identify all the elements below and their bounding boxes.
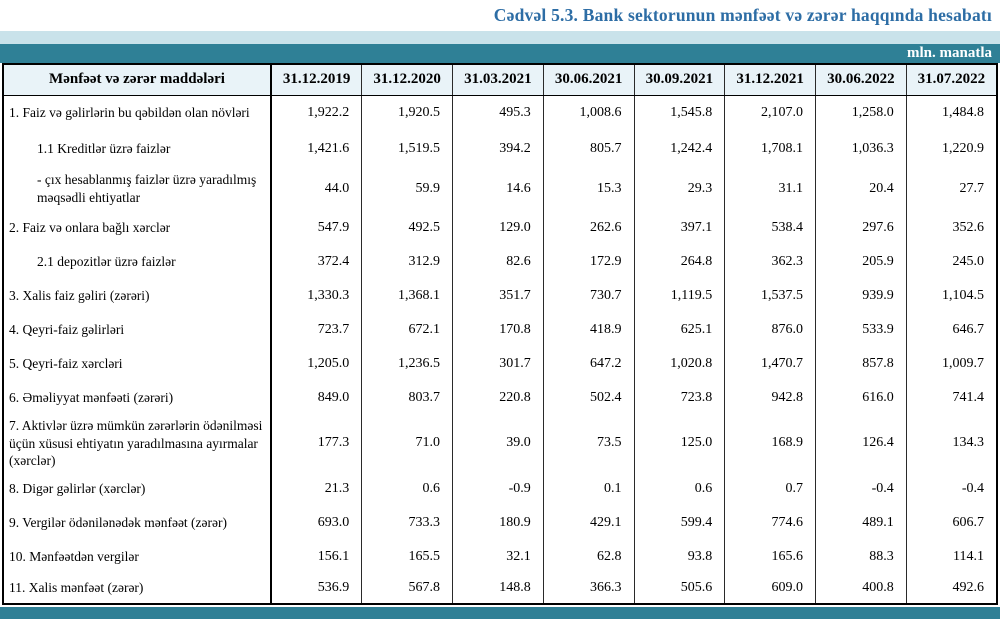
value-cell: 21.3	[271, 472, 362, 506]
value-cell: 351.7	[453, 279, 544, 313]
value-cell: 148.8	[453, 574, 544, 604]
value-cell: 0.6	[362, 472, 453, 506]
value-cell: 505.6	[634, 574, 725, 604]
row-label: 6. Əməliyyat mənfəəti (zərəri)	[3, 381, 271, 415]
table-row	[3, 347, 997, 381]
date-column-header: 31.12.2019	[271, 64, 362, 95]
value-cell: 73.5	[543, 415, 634, 472]
value-cell: 599.4	[634, 506, 725, 540]
value-cell: 1,020.8	[634, 347, 725, 381]
value-cell: 876.0	[725, 313, 816, 347]
row-label: 3. Xalis faiz gəliri (zərəri)	[3, 279, 271, 313]
row-label: 1. Faiz və gəlirlərin bu qəbildən olan növləri	[3, 95, 271, 131]
value-cell: 156.1	[271, 540, 362, 574]
value-cell: 1,545.8	[634, 95, 725, 131]
value-cell: 397.1	[634, 211, 725, 245]
value-cell: 1,119.5	[634, 279, 725, 313]
value-cell: 0.6	[634, 472, 725, 506]
profit-loss-table	[2, 63, 998, 605]
value-cell: 165.5	[362, 540, 453, 574]
table-row	[3, 415, 997, 472]
value-cell: 533.9	[816, 313, 907, 347]
value-cell: 82.6	[453, 245, 544, 279]
value-cell: 114.1	[906, 540, 997, 574]
value-cell: 297.6	[816, 211, 907, 245]
table-row	[3, 131, 997, 167]
value-cell: 805.7	[543, 131, 634, 167]
value-cell: 1,519.5	[362, 131, 453, 167]
value-cell: 0.7	[725, 472, 816, 506]
value-cell: 14.6	[453, 167, 544, 211]
value-cell: 567.8	[362, 574, 453, 604]
value-cell: 93.8	[634, 540, 725, 574]
decorative-band-light	[0, 31, 1000, 44]
row-label: - çıx hesablanmış faizlər üzrə yaradılmış məqsədli ehtiyatlar	[3, 167, 271, 211]
value-cell: 0.1	[543, 472, 634, 506]
items-column-header: Mənfəət və zərər maddələri	[3, 64, 271, 95]
value-cell: 1,008.6	[543, 95, 634, 131]
value-cell: 20.4	[816, 167, 907, 211]
value-cell: 39.0	[453, 415, 544, 472]
table-row	[3, 313, 997, 347]
value-cell: 1,242.4	[634, 131, 725, 167]
value-cell: 492.5	[362, 211, 453, 245]
row-label: 1.1 Kreditlər üzrə faizlər	[3, 131, 271, 167]
value-cell: 2,107.0	[725, 95, 816, 131]
value-cell: 547.9	[271, 211, 362, 245]
value-cell: 1,470.7	[725, 347, 816, 381]
row-label: 9. Vergilər ödənilənədək mənfəət (zərər)	[3, 506, 271, 540]
table-row	[3, 211, 997, 245]
row-label: 5. Qeyri-faiz xərcləri	[3, 347, 271, 381]
value-cell: 803.7	[362, 381, 453, 415]
value-cell: 352.6	[906, 211, 997, 245]
value-cell: 672.1	[362, 313, 453, 347]
value-cell: 71.0	[362, 415, 453, 472]
date-column-header: 30.06.2021	[543, 64, 634, 95]
row-label: 2. Faiz və onlara bağlı xərclər	[3, 211, 271, 245]
value-cell: 538.4	[725, 211, 816, 245]
value-cell: 857.8	[816, 347, 907, 381]
table-body	[3, 95, 997, 604]
page-title: Cədvəl 5.3. Bank sektorunun mənfəət və zərər haqqında hesabatı	[493, 5, 992, 25]
value-cell: 646.7	[906, 313, 997, 347]
value-cell: 723.8	[634, 381, 725, 415]
header-row	[3, 64, 997, 95]
value-cell: 262.6	[543, 211, 634, 245]
table-row	[3, 167, 997, 211]
value-cell: 1,922.2	[271, 95, 362, 131]
date-column-header: 31.03.2021	[453, 64, 544, 95]
value-cell: 264.8	[634, 245, 725, 279]
value-cell: 1,236.5	[362, 347, 453, 381]
value-cell: 1,920.5	[362, 95, 453, 131]
date-column-header: 31.12.2020	[362, 64, 453, 95]
value-cell: 1,421.6	[271, 131, 362, 167]
value-cell: 1,330.3	[271, 279, 362, 313]
value-cell: 172.9	[543, 245, 634, 279]
table-row	[3, 95, 997, 131]
value-cell: 362.3	[725, 245, 816, 279]
date-column-header: 30.09.2021	[634, 64, 725, 95]
value-cell: 1,368.1	[362, 279, 453, 313]
value-cell: 180.9	[453, 506, 544, 540]
value-cell: 1,205.0	[271, 347, 362, 381]
row-label: 4. Qeyri-faiz gəlirləri	[3, 313, 271, 347]
value-cell: 170.8	[453, 313, 544, 347]
value-cell: 1,484.8	[906, 95, 997, 131]
unit-label: mln. manatla	[906, 45, 992, 61]
row-label: 11. Xalis mənfəət (zərər)	[3, 574, 271, 604]
value-cell: 220.8	[453, 381, 544, 415]
value-cell: 1,036.3	[816, 131, 907, 167]
value-cell: 32.1	[453, 540, 544, 574]
value-cell: 59.9	[362, 167, 453, 211]
value-cell: 205.9	[816, 245, 907, 279]
value-cell: 606.7	[906, 506, 997, 540]
value-cell: 168.9	[725, 415, 816, 472]
value-cell: 129.0	[453, 211, 544, 245]
value-cell: 693.0	[271, 506, 362, 540]
value-cell: -0.4	[906, 472, 997, 506]
value-cell: 400.8	[816, 574, 907, 604]
value-cell: 27.7	[906, 167, 997, 211]
value-cell: 1,258.0	[816, 95, 907, 131]
value-cell: 723.7	[271, 313, 362, 347]
value-cell: 134.3	[906, 415, 997, 472]
value-cell: 125.0	[634, 415, 725, 472]
value-cell: -0.9	[453, 472, 544, 506]
value-cell: 489.1	[816, 506, 907, 540]
table-row	[3, 381, 997, 415]
value-cell: 372.4	[271, 245, 362, 279]
value-cell: 536.9	[271, 574, 362, 604]
value-cell: 647.2	[543, 347, 634, 381]
value-cell: 939.9	[816, 279, 907, 313]
value-cell: 29.3	[634, 167, 725, 211]
value-cell: 429.1	[543, 506, 634, 540]
date-column-header: 30.06.2022	[816, 64, 907, 95]
unit-band	[0, 44, 1000, 63]
row-label: 7. Aktivlər üzrə mümkün zərərlərin ödənilməsi üçün xüsusi ehtiyatın yaradılmasına ayırmalar (xərclər)	[3, 415, 271, 472]
value-cell: 88.3	[816, 540, 907, 574]
value-cell: 62.8	[543, 540, 634, 574]
value-cell: 126.4	[816, 415, 907, 472]
value-cell: 245.0	[906, 245, 997, 279]
value-cell: 849.0	[271, 381, 362, 415]
decorative-band-bottom	[0, 607, 1000, 619]
value-cell: 502.4	[543, 381, 634, 415]
row-label: 2.1 depozitlər üzrə faizlər	[3, 245, 271, 279]
value-cell: 301.7	[453, 347, 544, 381]
value-cell: -0.4	[816, 472, 907, 506]
table-row	[3, 279, 997, 313]
date-column-header: 31.12.2021	[725, 64, 816, 95]
value-cell: 942.8	[725, 381, 816, 415]
value-cell: 625.1	[634, 313, 725, 347]
value-cell: 609.0	[725, 574, 816, 604]
table-row	[3, 506, 997, 540]
value-cell: 1,104.5	[906, 279, 997, 313]
row-label: 8. Digər gəlirlər (xərclər)	[3, 472, 271, 506]
value-cell: 165.6	[725, 540, 816, 574]
table-row	[3, 574, 997, 604]
table-row	[3, 472, 997, 506]
value-cell: 312.9	[362, 245, 453, 279]
row-label: 10. Mənfəətdən vergilər	[3, 540, 271, 574]
value-cell: 1,009.7	[906, 347, 997, 381]
value-cell: 44.0	[271, 167, 362, 211]
date-column-header: 31.07.2022	[906, 64, 997, 95]
value-cell: 366.3	[543, 574, 634, 604]
value-cell: 1,537.5	[725, 279, 816, 313]
table-row	[3, 540, 997, 574]
value-cell: 495.3	[453, 95, 544, 131]
value-cell: 177.3	[271, 415, 362, 472]
value-cell: 394.2	[453, 131, 544, 167]
value-cell: 15.3	[543, 167, 634, 211]
table-row	[3, 245, 997, 279]
value-cell: 774.6	[725, 506, 816, 540]
value-cell: 31.1	[725, 167, 816, 211]
value-cell: 492.6	[906, 574, 997, 604]
value-cell: 730.7	[543, 279, 634, 313]
value-cell: 1,220.9	[906, 131, 997, 167]
value-cell: 733.3	[362, 506, 453, 540]
value-cell: 1,708.1	[725, 131, 816, 167]
value-cell: 418.9	[543, 313, 634, 347]
value-cell: 741.4	[906, 381, 997, 415]
value-cell: 616.0	[816, 381, 907, 415]
